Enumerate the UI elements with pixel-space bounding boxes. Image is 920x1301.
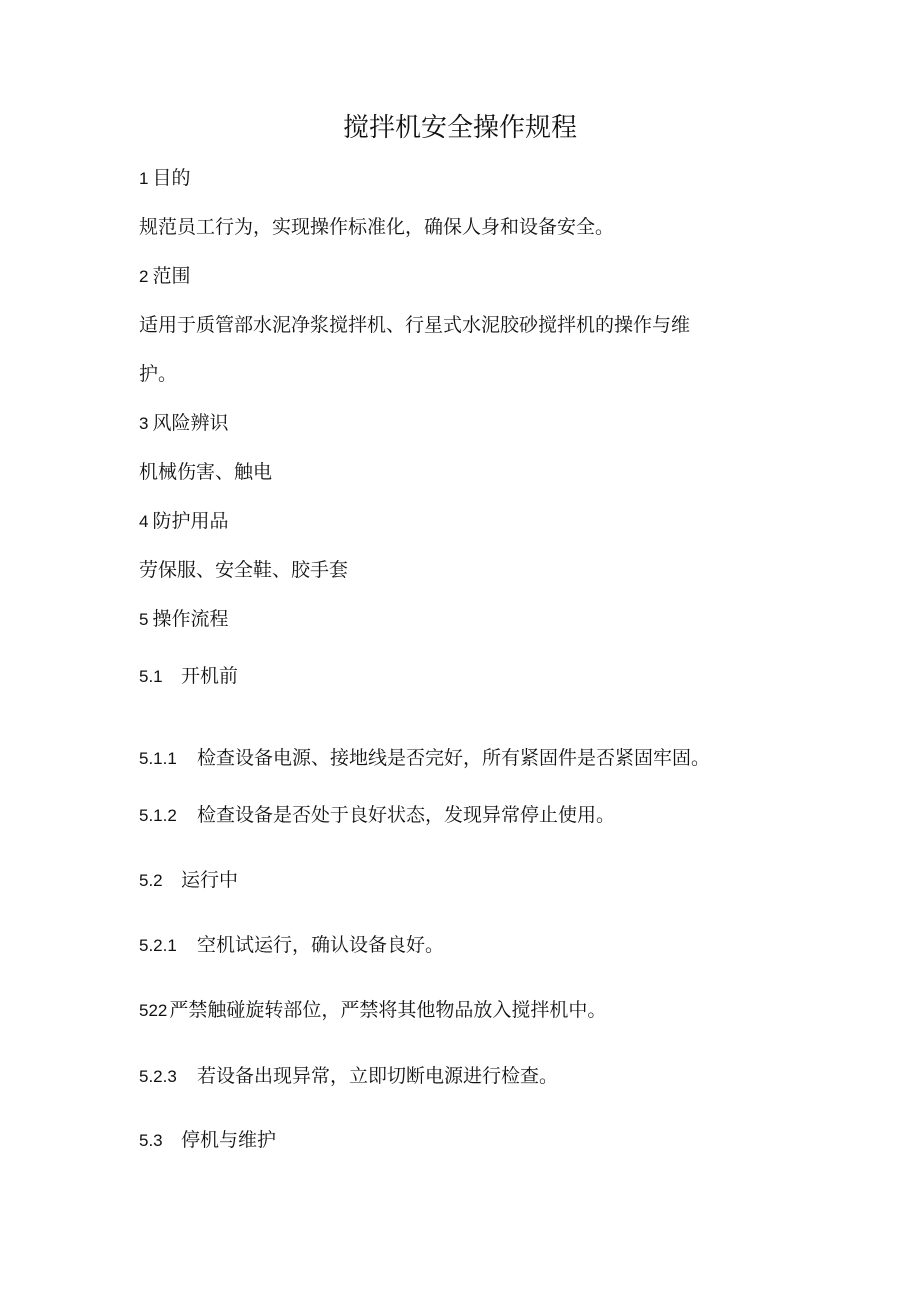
clause-text: 若设备出现异常，立即切断电源进行检查。 [197, 1065, 559, 1087]
clause-text: 检查设备电源、接地线是否完好，所有紧固件是否紧固牢固。 [197, 747, 711, 769]
subsection-5-1 [139, 662, 238, 691]
clause-5-1-1 [139, 744, 710, 773]
section-heading-1 [139, 164, 190, 193]
clause-5-2-2 [139, 996, 606, 1025]
section-heading-2 [139, 262, 190, 291]
section-number: 1 [139, 169, 149, 188]
section-body-2-line-2: 护。 [139, 363, 178, 385]
clause-number: 5.2.3 [139, 1067, 177, 1086]
section-number: 3 [139, 414, 149, 433]
subsection-title: 开机前 [181, 665, 239, 687]
section-title: 操作流程 [152, 608, 229, 630]
clause-text: 严禁触碰旋转部位，严禁将其他物品放入搅拌机中。 [169, 999, 607, 1021]
subsection-number: 5.1 [139, 667, 163, 686]
section-body-2-line-1: 适用于质管部水泥净浆搅拌机、行星式水泥胶砂搅拌机的操作与维 [139, 314, 691, 336]
subsection-number: 5.3 [139, 1131, 163, 1150]
section-number: 2 [139, 267, 149, 286]
section-heading-4 [139, 507, 228, 536]
clause-5-2-3 [139, 1062, 558, 1091]
section-body-1: 规范员工行为，实现操作标准化，确保人身和设备安全。 [139, 216, 615, 238]
clause-text: 检查设备是否处于良好状态，发现异常停止使用。 [197, 804, 616, 826]
section-title: 防护用品 [152, 510, 229, 532]
clause-text: 空机试运行，确认设备良好。 [197, 934, 445, 956]
section-body-4: 劳保服、安全鞋、胶手套 [139, 559, 349, 581]
clause-5-2-1 [139, 931, 444, 960]
section-body-3: 机械伤害、触电 [139, 461, 273, 483]
subsection-title: 停机与维护 [181, 1129, 277, 1151]
section-title: 目的 [152, 167, 191, 189]
section-title: 范围 [152, 265, 191, 287]
section-number: 5 [139, 610, 149, 629]
clause-number: 522 [139, 1001, 168, 1020]
subsection-title: 运行中 [181, 869, 239, 891]
subsection-5-3 [139, 1126, 276, 1155]
section-number: 4 [139, 512, 149, 531]
section-heading-3 [139, 409, 228, 438]
subsection-5-2 [139, 866, 238, 895]
clause-number: 5.1.1 [139, 749, 177, 768]
document-title: 搅拌机安全操作规程 [342, 113, 577, 143]
clause-5-1-2 [139, 801, 615, 830]
section-heading-5 [139, 605, 228, 634]
subsection-number: 5.2 [139, 871, 163, 890]
section-title: 风险辨识 [152, 412, 229, 434]
clause-number: 5.1.2 [139, 806, 177, 825]
clause-number: 5.2.1 [139, 936, 177, 955]
